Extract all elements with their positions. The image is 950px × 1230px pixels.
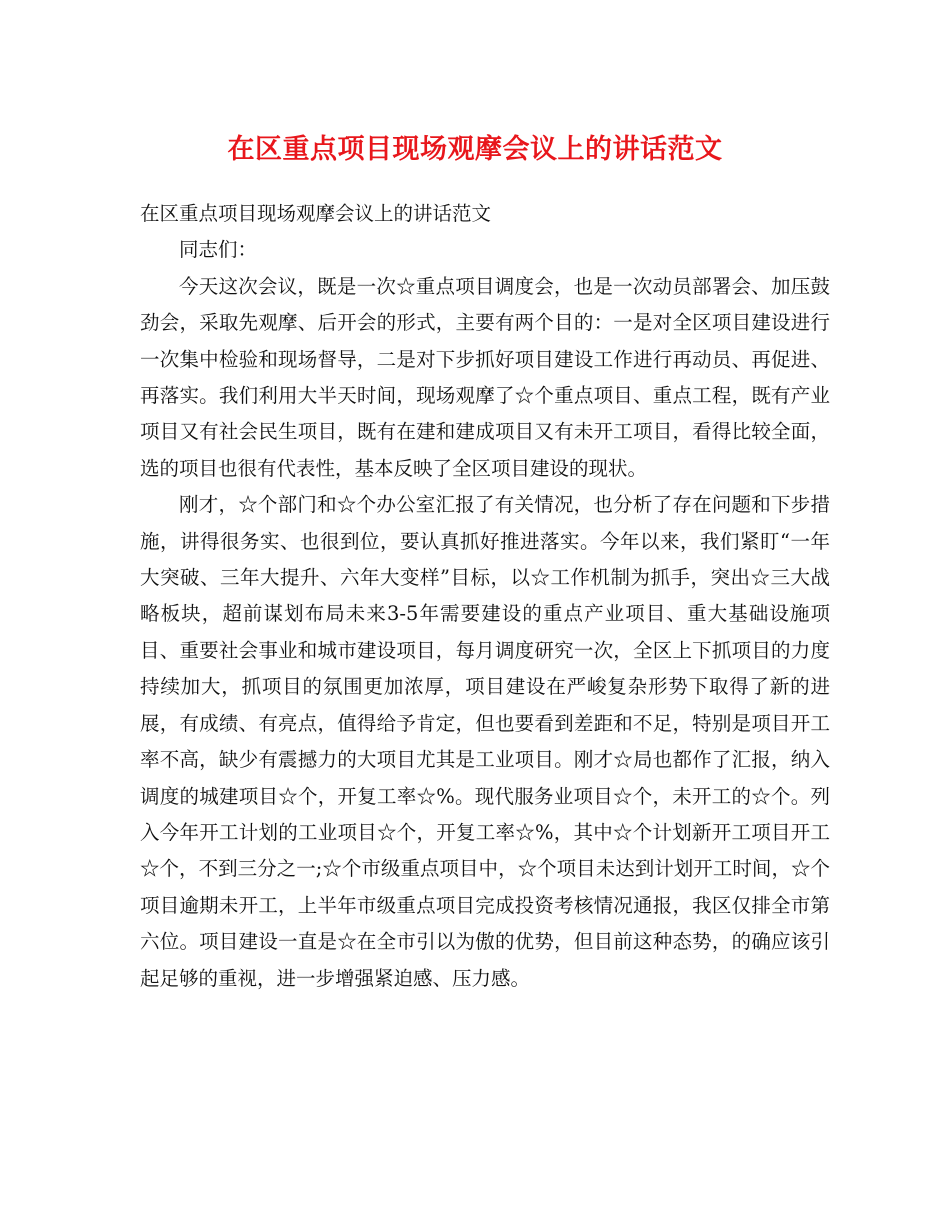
document-subtitle: 在区重点项目现场观摩会议上的讲话范文	[140, 202, 492, 225]
salutation: 同志们：	[179, 238, 258, 262]
paragraph-1: 今天这次会议，既是一次☆重点项目调度会，也是一次动员部署会、加压鼓劲会，采取先观摩、后开会的形式，主要有两个目的：一是对全区项目建设进行一次集中检验和现场督导，二是对下步抓好项目建设工作进行再动员、再促进、再落实。我们利用大半天时间，现场观摩了☆个重点项目、重点工程，既有产业项目又有社会民生项目，既有在建和建成项目又有未开工项目，看得比较全面，选的项目也很有代表性，基本反映了全区项目建设的现状。	[140, 274, 830, 480]
paragraph-2: 刚才，☆个部门和☆个办公室汇报了有关情况，也分析了存在问题和下步措施，讲得很务实、也很到位，要认真抓好推进落实。今年以来，我们紧盯“一年大突破、三年大提升、六年大变样”目标，以☆工作机制为抓手，突出☆三大战略板块，超前谋划布局未来3-5年需要建设的重点产业项目、重大基础设施项目、重要社会事业和城市建设项目，每月调度研究一次，全区上下抓项目的力度持续加大，抓项目的氛围更加浓厚，项目建设在严峻复杂形势下取得了新的进展，有成绩、有亮点，值得给予肯定，但也要看到差距和不足，特别是项目开工率不高，缺少有震撼力的大项目尤其是工业项目。刚才☆局也都作了汇报，纳入调度的城建项目☆个，开复工率☆%。现代服务业项目☆个，未开工的☆个。列入今年开工计划的工业项目☆个，开复工率☆%，其中☆个计划新开工项目开工☆个，不到三分之一;☆个市级重点项目中，☆个项目未达到计划开工时间，☆个项目逾期未开工，上半年市级重点项目完成投资考核情况通报，我区仅排全市第六位。项目建设一直是☆在全市引以为傲的优势，但目前这种态势，的确应该引起足够的重视，进一步增强紧迫感、压力感。	[140, 493, 830, 990]
document-body	[140, 196, 830, 997]
document-title: 在区重点项目现场观摩会议上的讲话范文	[227, 134, 723, 165]
